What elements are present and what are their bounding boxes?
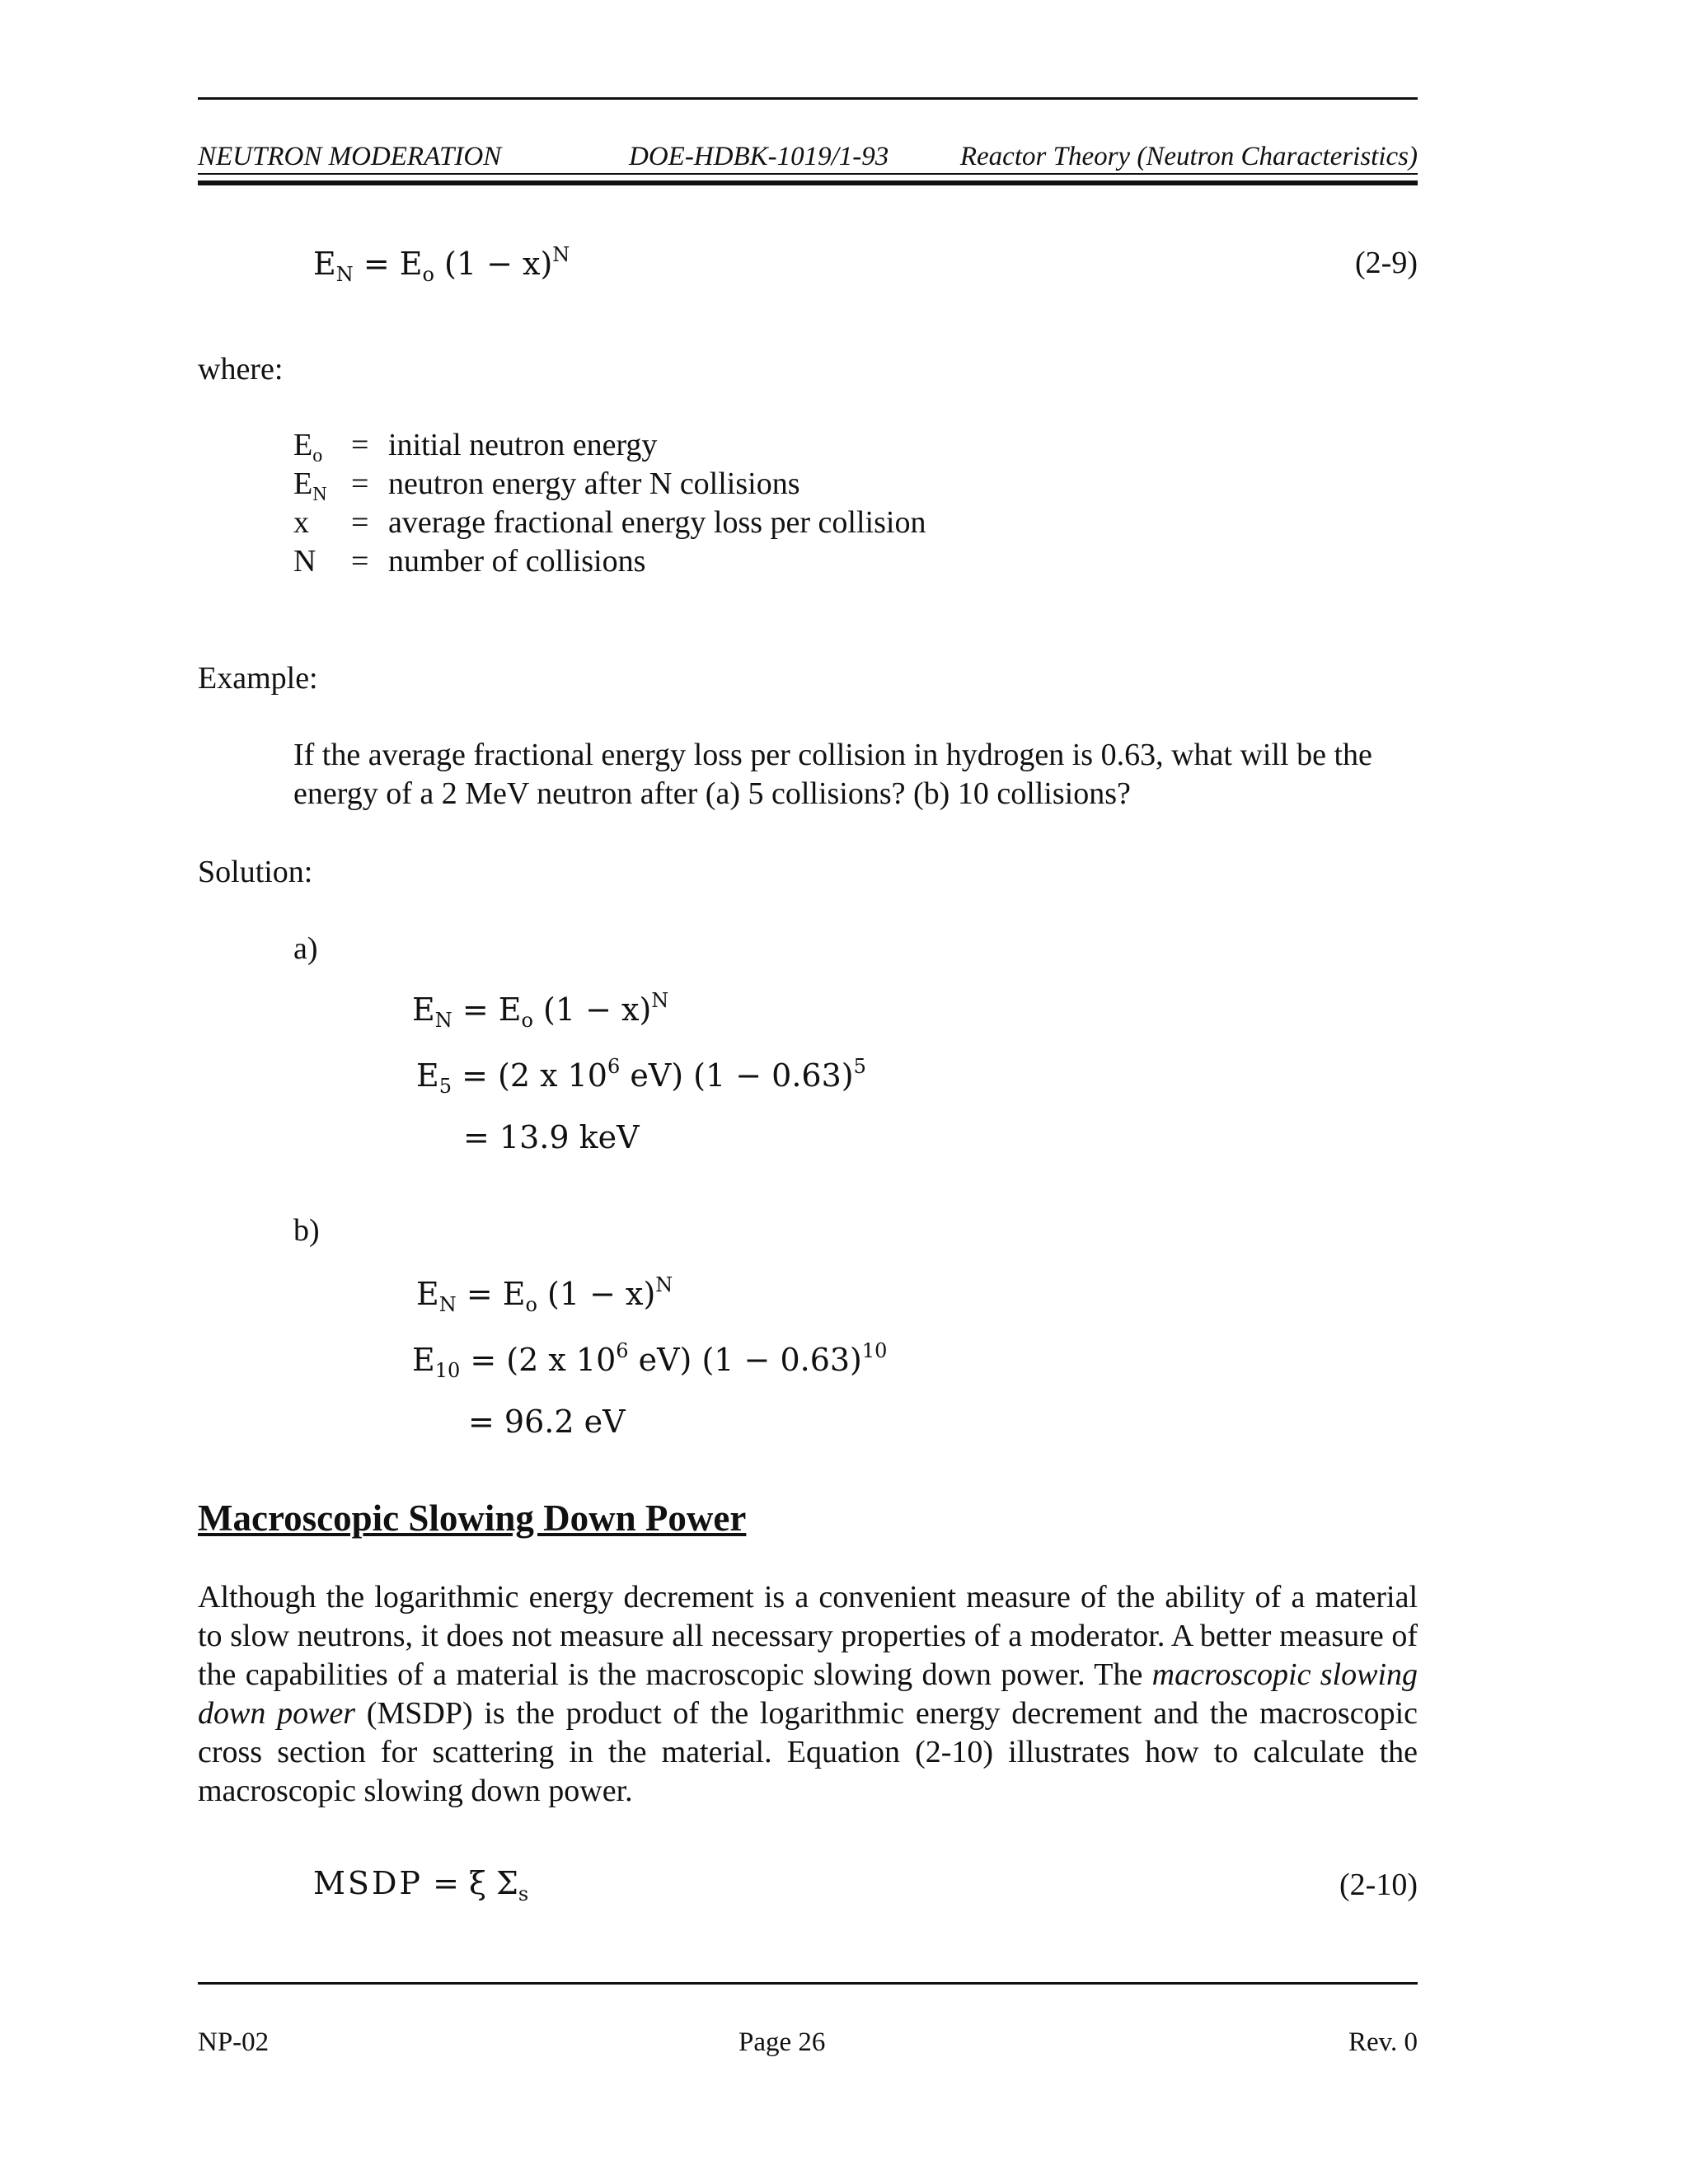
equation-2-10-number: (2-10) (1339, 1868, 1418, 1902)
solution-label: Solution: (198, 855, 313, 889)
definition-text: average fractional energy loss per collision (388, 505, 926, 540)
paragraph-part-1: Although the logarithmic energy decrement is a convenient measure of the ability of a material to slow neutrons, it does not measure all necessary properties of a moderator. A better measure of the capabilities of a material is the macroscopic slowing down power. The (198, 1580, 1418, 1692)
part-b-equation-general: $E_N = E_o$ $(1 - x)^N$ (416, 1273, 673, 1316)
paragraph-part-2: (MSDP) is the product of the logarithmic energy decrement and the macroscopic cross section for scattering in the material. Equation (2-10) illustrates how to calculate the macroscopic slowing down power. (198, 1696, 1418, 1808)
footer-right: Rev. 0 (1348, 2027, 1418, 2057)
definition-text: initial neutron energy (388, 428, 658, 462)
where-label: where: (198, 352, 284, 387)
header-rule-thin (198, 173, 1418, 175)
definition-symbol: $E_N$ (293, 466, 327, 505)
equation-2-10: MSDP = ξ $\Sigma_s$ (313, 1865, 529, 1905)
example-text: If the average fractional energy loss per collision in hydrogen is 0.63, what will be the energy of a 2 MeV neutron after (a) 5 collisions? (b) 10 collisions? (293, 738, 1372, 811)
part-a-result: = 13.9 keV (463, 1119, 640, 1155)
header-center: DOE-HDBK-1019/1-93 (629, 142, 889, 171)
part-b-equation-substituted: $E_{10} = (2$ x $10^6$ eV) $(1 - 0.63)^{10}$ (412, 1339, 888, 1382)
paragraph-italic-term: macroscopic slowing down power (198, 1657, 1418, 1731)
footer-left: NP-02 (198, 2027, 270, 2057)
footer-rule (198, 1982, 1418, 1985)
definition-symbol: N (293, 544, 316, 579)
header-rule-thick (198, 180, 1418, 185)
definition-text: number of collisions (388, 544, 646, 579)
example-label: Example: (198, 661, 318, 696)
body-paragraph (198, 1578, 1418, 1811)
definition-symbol: $E_o$ (293, 428, 323, 466)
equation-2-9: $E_N = E_o$ $(1 - x)^N$ (313, 243, 570, 286)
section-heading: Macroscopic Slowing Down Power (198, 1497, 747, 1539)
equation-2-9-number: (2-9) (1355, 246, 1418, 280)
part-b-label: b) (293, 1213, 320, 1248)
part-a-equation-substituted: $E_5 = (2$ x $10^6$ eV) $(1 - 0.63)^5$ (416, 1055, 866, 1098)
part-a-label: a) (293, 931, 318, 966)
part-a-equation-general: $E_N = E_o$ $(1 - x)^N$ (412, 989, 669, 1032)
definition-symbol: x (293, 505, 309, 540)
header-top-rule (198, 97, 1418, 100)
footer-center: Page 26 (738, 2027, 826, 2057)
part-b-result: = 96.2 eV (468, 1404, 626, 1440)
header-right: Reactor Theory (Neutron Characteristics) (959, 142, 1418, 171)
definition-text: neutron energy after N collisions (388, 466, 800, 501)
header-left: NEUTRON MODERATION (198, 142, 502, 171)
